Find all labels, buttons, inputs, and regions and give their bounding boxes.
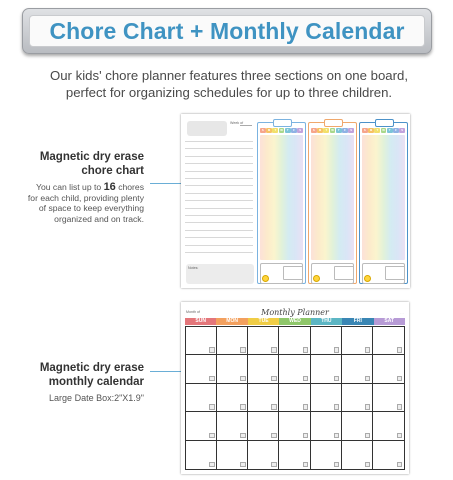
kid-name-tab — [375, 119, 394, 127]
calendar-date-cell — [217, 384, 248, 412]
kid-day-letter: F — [344, 128, 346, 132]
chore-desc-line-1 — [28, 182, 144, 193]
chore-list-line — [185, 193, 253, 194]
calendar-date-cell — [311, 441, 342, 469]
kid-name-tab — [324, 119, 343, 127]
chore-list-line — [185, 237, 253, 238]
kid-day-letter: S — [299, 128, 302, 132]
chore-desc-line-2: for each child, providing plenty — [27, 192, 144, 203]
calendar-date-cell — [279, 384, 310, 412]
calendar-date-cell — [311, 327, 342, 355]
kid-check-grid — [260, 135, 303, 260]
calendar-date-cell — [373, 441, 404, 469]
calendar-date-cell — [217, 441, 248, 469]
chore-desc-post: chores — [115, 182, 144, 192]
kid-day-letter: M — [267, 128, 271, 132]
chore-count: 16 — [103, 181, 116, 193]
kid-check-grid — [311, 135, 354, 260]
calendar-date-cell — [342, 327, 373, 355]
kid-day-letter: S — [401, 128, 404, 132]
chore-list-line — [185, 230, 253, 231]
intro-line-2: perfect for organizing schedules for up to three children. — [65, 85, 393, 100]
calendar-date-cell — [279, 355, 310, 383]
calendar-day-header: WED — [279, 318, 310, 325]
chore-title-line-2: chore chart — [81, 165, 144, 177]
calendar-day-header: FRI — [342, 318, 373, 325]
kid-day-letter: T — [388, 128, 391, 132]
calendar-date-cell — [217, 412, 248, 440]
calendar-day-headers — [185, 318, 405, 325]
chore-list-line — [185, 156, 253, 157]
chore-week-label: Week of — [230, 121, 244, 125]
calendar-date-cell — [342, 384, 373, 412]
calendar-date-cell — [373, 412, 404, 440]
calendar-day-header: THU — [311, 318, 342, 325]
calendar-date-cell — [217, 327, 248, 355]
calendar-title-line-2: monthly calendar — [48, 376, 144, 388]
kid-day-letter: W — [331, 128, 334, 132]
chore-desc-pre: You can list up to — [36, 182, 104, 192]
title-banner — [22, 8, 432, 54]
calendar-date-cell — [186, 355, 217, 383]
kid-day-letter: F — [395, 128, 397, 132]
reward-field — [283, 266, 303, 280]
kid-day-letter: T — [325, 128, 328, 132]
calendar-day-header: SAT — [374, 318, 405, 325]
smiley-icon — [313, 275, 320, 282]
monthly-calendar-board — [181, 302, 409, 474]
intro-line-1: Our kids' chore planner features three sections on one board, — [49, 68, 409, 83]
kid-chore-column — [257, 122, 306, 284]
kid-day-letters — [260, 128, 303, 133]
calendar-grid — [185, 326, 405, 470]
chore-list-line — [185, 245, 253, 246]
kid-day-letter: S — [363, 128, 366, 132]
calendar-date-cell — [311, 412, 342, 440]
calendar-date-cell — [311, 355, 342, 383]
calendar-date-cell — [248, 441, 279, 469]
chore-list-line — [185, 185, 253, 186]
chore-list-line — [185, 215, 253, 216]
kid-check-grid — [362, 135, 405, 260]
calendar-date-cell — [248, 355, 279, 383]
chore-desc-line-3: of space to keep everything — [38, 203, 144, 214]
kid-day-letter: M — [318, 128, 322, 132]
calendar-date-cell — [342, 441, 373, 469]
kid-day-letter: T — [376, 128, 379, 132]
title-banner-inner — [29, 15, 425, 47]
calendar-date-cell — [217, 355, 248, 383]
chore-title-line-1: Magnetic dry erase — [39, 151, 144, 163]
chore-list-line — [185, 200, 253, 201]
calendar-date-cell — [373, 355, 404, 383]
calendar-date-cell — [186, 412, 217, 440]
chore-list-line — [185, 178, 253, 179]
calendar-description — [40, 361, 144, 404]
calendar-date-cell — [186, 327, 217, 355]
chore-notes-label: Notes: — [188, 266, 199, 270]
calendar-date-cell — [186, 384, 217, 412]
kid-name-tab — [273, 119, 292, 127]
chore-list-line — [185, 148, 253, 149]
page-title: Chore Chart + Monthly Calendar — [49, 17, 405, 44]
kid-day-letter: M — [369, 128, 373, 132]
kid-day-letter: W — [382, 128, 385, 132]
calendar-date-cell — [279, 441, 310, 469]
chore-chart-board — [181, 114, 410, 288]
calendar-date-cell — [186, 441, 217, 469]
calendar-title: Monthly Planner — [261, 308, 329, 317]
calendar-day-header: MON — [216, 318, 247, 325]
chore-list-line — [185, 252, 253, 253]
kid-reward-box — [260, 263, 303, 284]
kid-reward-box — [362, 263, 405, 284]
chore-name-plate — [187, 121, 227, 136]
calendar-year-mark: . . . — [400, 311, 404, 315]
kid-day-letters — [311, 128, 354, 133]
calendar-date-cell — [248, 384, 279, 412]
kid-day-letter: T — [274, 128, 277, 132]
kid-day-letter: S — [312, 128, 315, 132]
kid-day-letter: T — [286, 128, 289, 132]
calendar-date-cell — [279, 327, 310, 355]
kid-day-letter: T — [337, 128, 340, 132]
calendar-date-cell — [373, 384, 404, 412]
kid-reward-box — [311, 263, 354, 284]
calendar-date-box-size: Large Date Box:2"X1.9" — [49, 393, 144, 403]
calendar-date-cell — [248, 327, 279, 355]
kid-day-letter: S — [350, 128, 353, 132]
intro-text — [18, 67, 440, 101]
calendar-title-line-1: Magnetic dry erase — [39, 362, 144, 374]
chore-week-line — [240, 125, 252, 126]
calendar-date-cell — [248, 412, 279, 440]
kid-day-letter: F — [293, 128, 295, 132]
smiley-icon — [262, 275, 269, 282]
chore-list-line — [185, 141, 253, 142]
chore-chart-description — [28, 150, 144, 224]
chore-list-line — [185, 208, 253, 209]
calendar-day-header: SUN — [185, 318, 216, 325]
chore-list-line — [185, 171, 253, 172]
chore-list-line — [185, 163, 253, 164]
kid-chore-column — [359, 122, 408, 284]
calendar-date-cell — [342, 412, 373, 440]
kid-day-letters — [362, 128, 405, 133]
calendar-date-cell — [311, 384, 342, 412]
reward-field — [334, 266, 354, 280]
chore-desc — [28, 182, 144, 224]
kid-chore-column — [308, 122, 357, 284]
chore-list-line — [185, 222, 253, 223]
chore-desc-line-4: organized and on track. — [54, 213, 144, 224]
kid-day-letter: S — [261, 128, 264, 132]
calendar-date-cell — [342, 355, 373, 383]
calendar-day-header: TUE — [248, 318, 279, 325]
calendar-date-cell — [373, 327, 404, 355]
kid-day-letter: W — [280, 128, 283, 132]
chore-notes-box — [186, 264, 254, 284]
calendar-month-label: Month of — [186, 310, 200, 314]
smiley-icon — [364, 275, 371, 282]
calendar-date-cell — [279, 412, 310, 440]
reward-field — [385, 266, 405, 280]
